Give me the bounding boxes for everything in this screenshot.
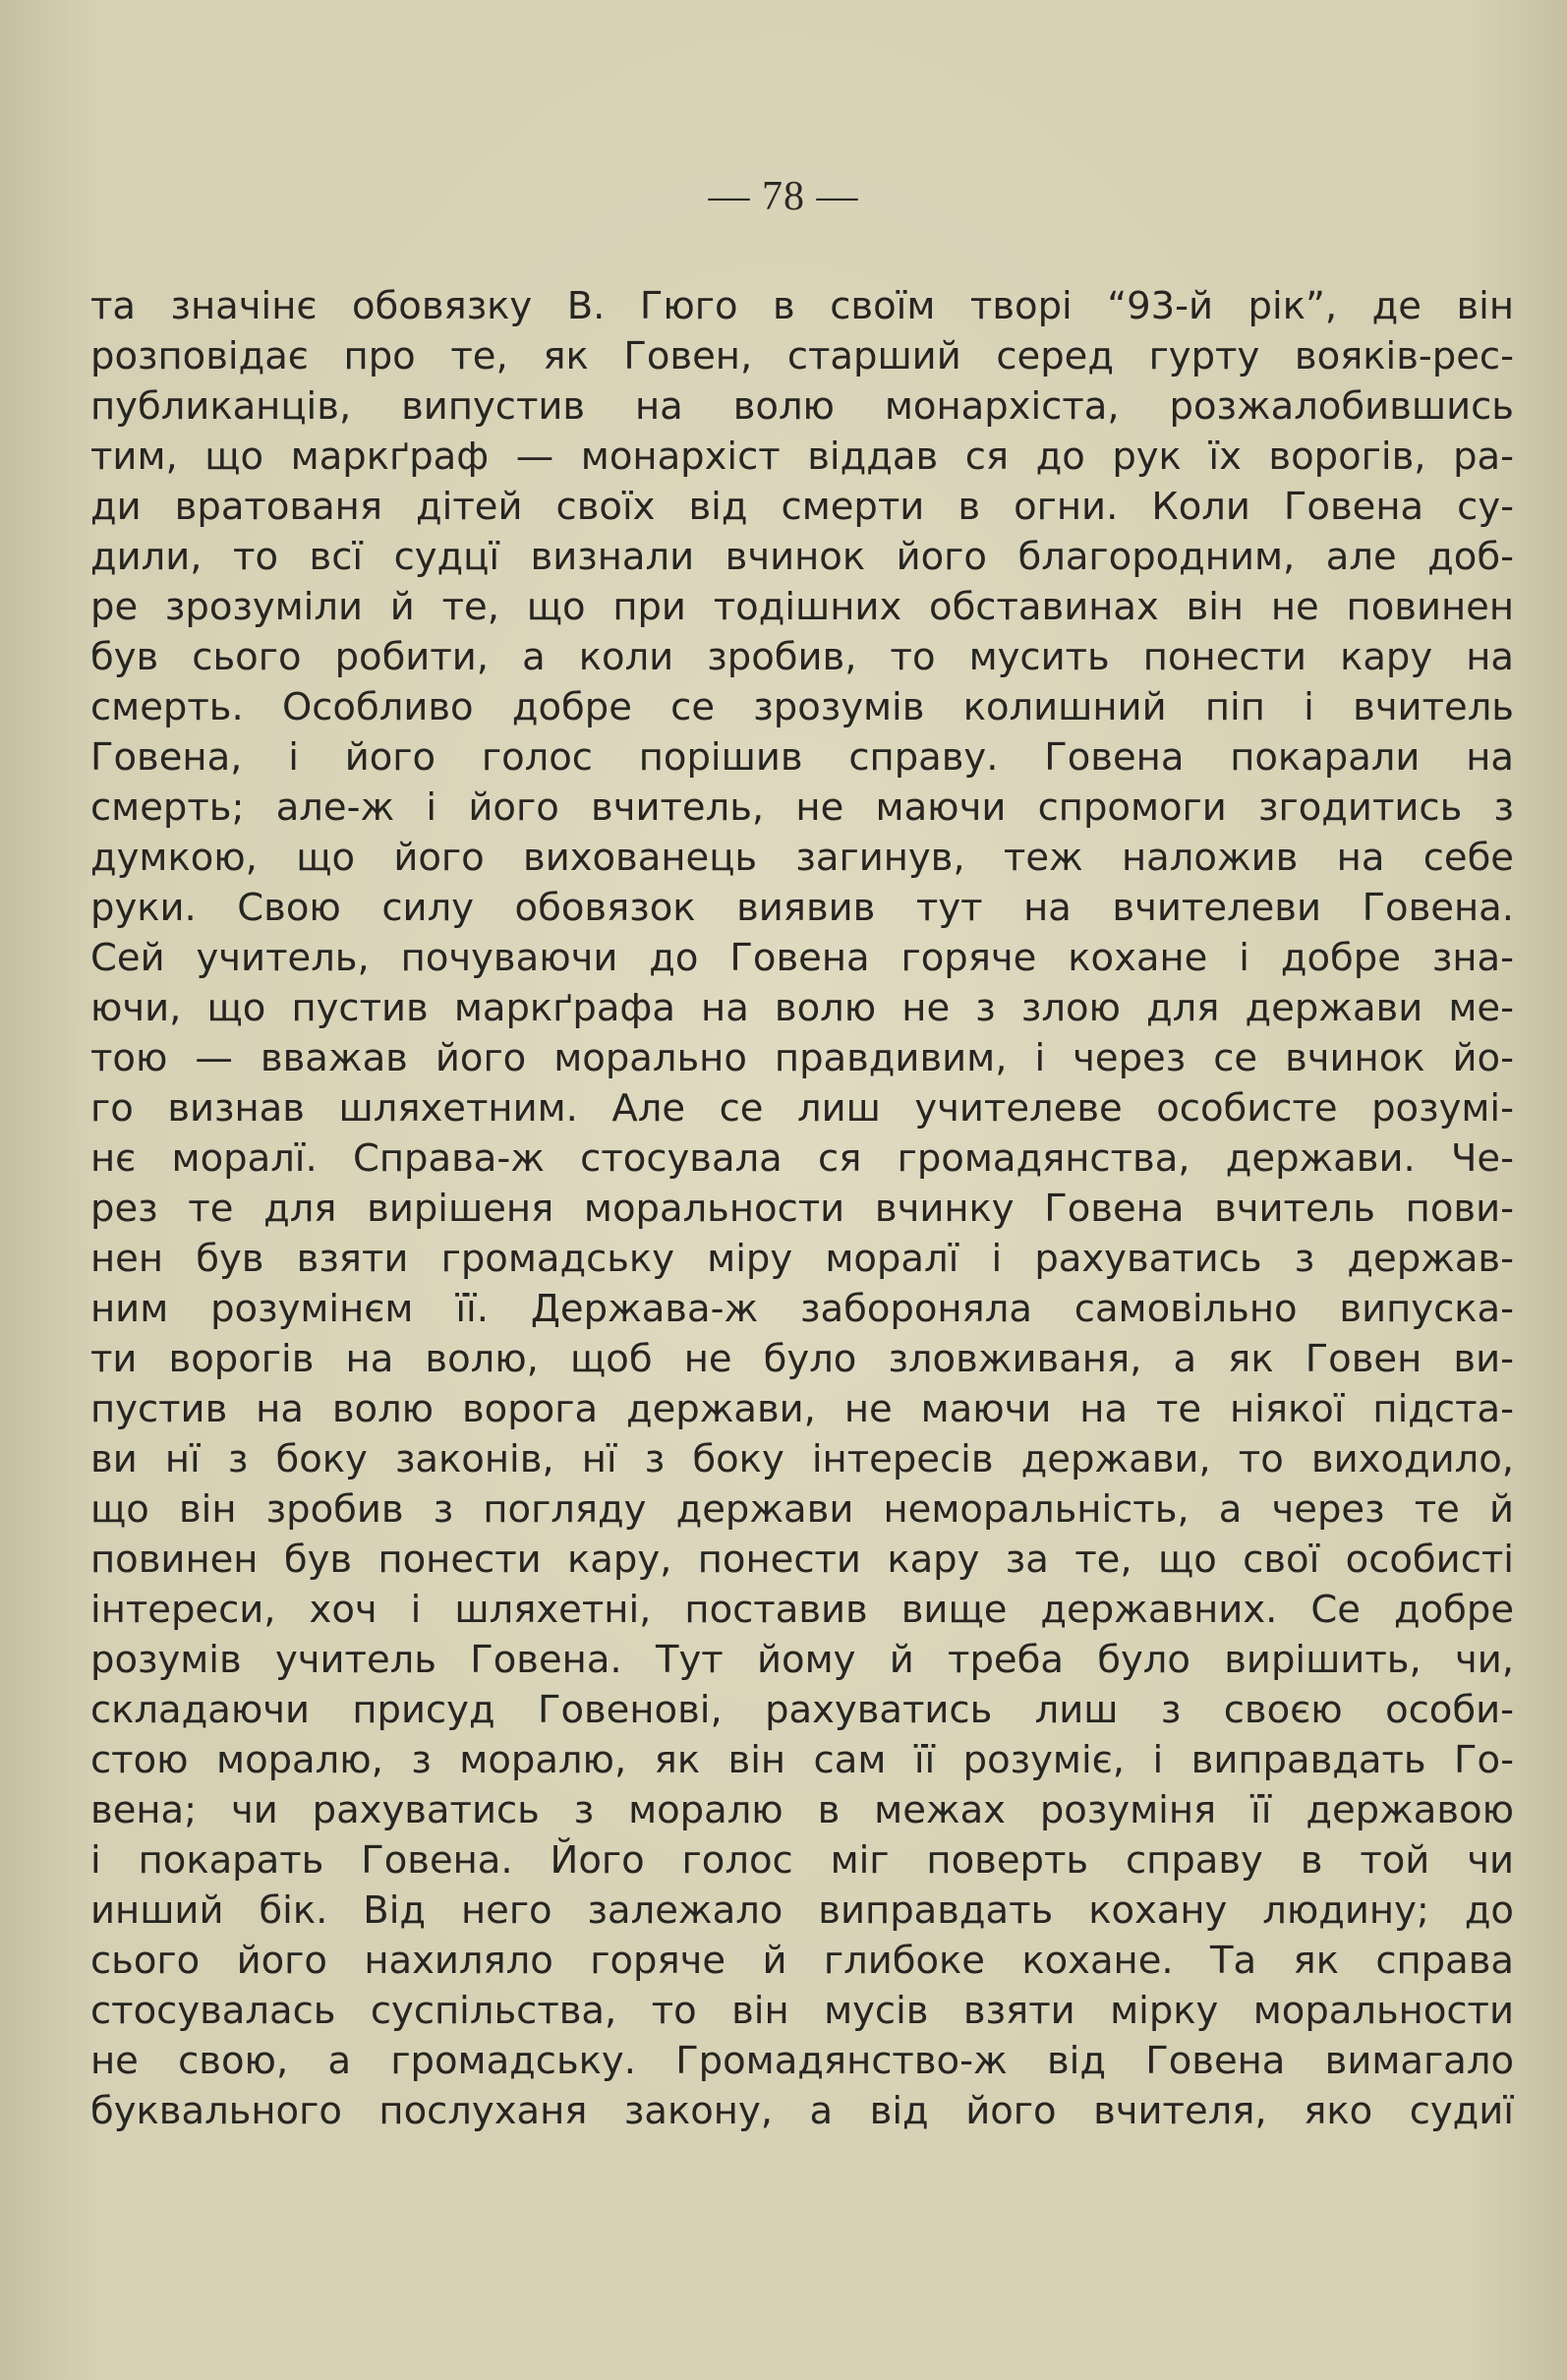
- page-number: — 78 —: [708, 174, 859, 219]
- text-line: вена; чи рахуватись з моралю в межах розуміня її державою: [90, 1788, 1514, 1832]
- text-line: і покарать Говена. Його голос міг поверть справу в той чи: [90, 1838, 1514, 1883]
- text-line: публиканців, випустив на волю монархіста, розжалобившись: [90, 384, 1514, 429]
- text-line: нен був взяти громадську міру моралї і рахуватись з держав-: [90, 1237, 1514, 1281]
- text-line: рез те для вирішеня моральности вчинку Говена вчитель пови-: [90, 1187, 1514, 1231]
- body-text: [90, 281, 1514, 2136]
- text-line: буквального послуханя закону, а від його вчителя, яко судиї: [90, 2089, 1514, 2133]
- text-line: руки. Свою силу обовязок виявив тут на вчителеви Говена.: [90, 886, 1514, 930]
- text-line: тою — вважав його морально правдивим, і через се вчинок йо-: [90, 1036, 1514, 1080]
- text-line: думкою, що його вихованець загинув, теж наложив на себе: [90, 836, 1514, 880]
- text-line: ви нї з боку законів, нї з боку інтересів держави, то виходило,: [90, 1437, 1514, 1481]
- text-line: не свою, а громадську. Громадянство-ж від Говена вимагало: [90, 2039, 1514, 2083]
- text-line: ре зрозуміли й те, що при тодішних обставинах він не повинен: [90, 585, 1514, 629]
- text-line: смерть. Особливо добре се зрозумів колишний піп і вчитель: [90, 685, 1514, 729]
- text-line: сього його нахиляло горяче й глибоке кохане. Та як справа: [90, 1939, 1514, 1983]
- text-line: пустив на волю ворога держави, не маючи на те ніякої підста-: [90, 1387, 1514, 1431]
- text-line: повинен був понести кару, понести кару за те, що свої особисті: [90, 1538, 1514, 1582]
- text-line: Говена, і його голос порішив справу. Говена покарали на: [90, 735, 1514, 780]
- text-line: був сього робити, а коли зробив, то мусить понести кару на: [90, 635, 1514, 679]
- text-line: Сей учитель, почуваючи до Говена горяче кохане і добре зна-: [90, 936, 1514, 980]
- text-line: розумів учитель Говена. Тут йому й треба було вирішить, чи,: [90, 1638, 1514, 1682]
- text-line: дили, то всї судцї визнали вчинок його благородним, але доб-: [90, 535, 1514, 579]
- text-line: инший бік. Від него залежало виправдать кохану людину; до: [90, 1888, 1514, 1933]
- text-line: інтереси, хоч і шляхетні, поставив вище державних. Се добре: [90, 1588, 1514, 1632]
- text-line: ючи, що пустив маркґрафа на волю не з злою для держави ме-: [90, 986, 1514, 1030]
- text-line: ти ворогів на волю, щоб не було зловживаня, а як Говен ви-: [90, 1337, 1514, 1381]
- text-line: складаючи присуд Говенові, рахуватись лиш з своєю особи-: [90, 1688, 1514, 1732]
- text-line: ним розумінєм її. Держава-ж забороняла самовільно випуска-: [90, 1287, 1514, 1331]
- text-line: розповідає про те, як Говен, старший серед гурту вояків-рес-: [90, 334, 1514, 378]
- text-line: ди вратованя дітей своїх від смерти в огни. Коли Говена су-: [90, 485, 1514, 529]
- text-line: нє моралї. Справа-ж стосувала ся громадянства, держави. Че-: [90, 1136, 1514, 1181]
- text-line: го визнав шляхетним. Але се лиш учителеве особисте розумі-: [90, 1086, 1514, 1131]
- text-line: тим, що маркґраф — монархіст віддав ся до рук їх ворогів, ра-: [90, 435, 1514, 479]
- text-line: що він зробив з погляду держави неморальність, а через те й: [90, 1487, 1514, 1532]
- text-line: та значінє обовязку В. Гюго в своїм творі “93-й рік”, де він: [90, 284, 1514, 328]
- text-line: стою моралю, з моралю, як він сам її розуміє, і виправдать Го-: [90, 1738, 1514, 1782]
- text-line: стосувалась суспільства, то він мусів взяти мірку моральности: [90, 1989, 1514, 2033]
- text-line: смерть; але-ж і його вчитель, не маючи спромоги згодитись з: [90, 785, 1514, 830]
